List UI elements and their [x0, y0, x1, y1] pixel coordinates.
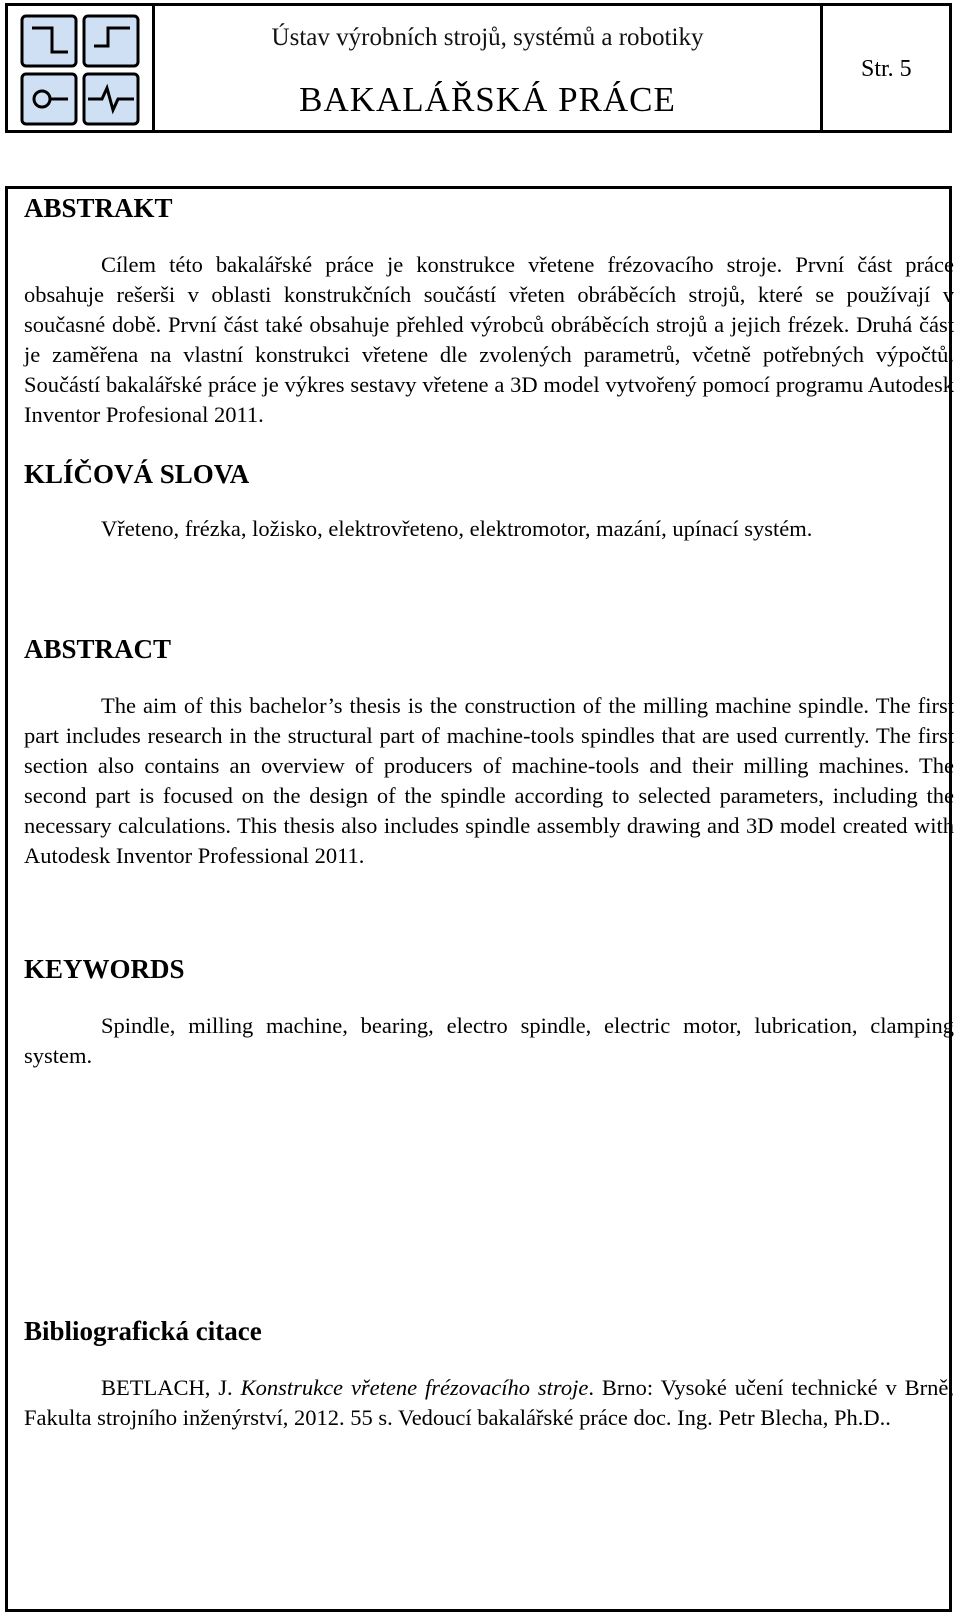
page-number: Str. 5 [861, 56, 912, 82]
page-number-cell [820, 6, 949, 130]
citation-heading: Bibliografická citace [24, 1316, 262, 1346]
klicova-slova-text: Vřeteno, frézka, ložisko, elektrovřeteno, elektromotor, mazání, upínací systém. [101, 516, 813, 541]
header-title-cell [155, 6, 820, 130]
abstrakt-heading: ABSTRAKT [24, 193, 173, 223]
keywords-text: Spindle, milling machine, bearing, electro spindle, electric motor, lubrication, clamping system. [24, 1013, 954, 1068]
logo-cell [8, 6, 155, 130]
institute-name: Ústav výrobních strojů, systémů a robotiky [271, 24, 704, 51]
institute-logo [18, 12, 144, 130]
page-header [5, 3, 952, 133]
keywords-heading: KEYWORDS [24, 954, 185, 984]
citation-title: Konstrukce vřetene frézovacího stroje [240, 1375, 589, 1400]
abstrakt-text: Cílem této bakalářské práce je konstrukce vřetene frézovacího stroje. První část práce obsahuje rešerši v oblasti konstrukčních součástí vřeten obráběcích strojů, které se používají v současné době. První část také obsahuje přehled výrobců obráběcích strojů a jejich frézek. Druhá část je zaměřena na vlastní konstrukci vřetene dle zvolených parametrů, včetně potřebných výpočtů. Součástí bakalářské práce je výkres sestavy vřetene a 3D model vytvořený pomocí programu Autodesk Inventor Profesional 2011. [24, 252, 954, 427]
citation-rest: . Brno: Vysoké učení technické v Brně, Fakulta strojního inženýrství, 2012. 55 s. Vedoucí bakalářské práce doc. Ing. Petr Blecha, Ph.D.. [24, 1375, 954, 1430]
klicova-slova-heading: KLÍČOVÁ SLOVA [24, 459, 250, 489]
content-frame [5, 186, 952, 1612]
citation-author: BETLACH, J. [101, 1375, 233, 1400]
document-type: BAKALÁŘSKÁ PRÁCE [299, 80, 676, 119]
abstract-heading: ABSTRACT [24, 634, 172, 664]
abstract-text: The aim of this bachelor’s thesis is the construction of the milling machine spindle. The first part includes research in the structural part of machine-tools spindles that are used currently. The first section also contains an overview of producers of machine-tools and their milling machines. The second part is focused on the design of the spindle according to selected parameters, including the necessary calculations. This thesis also includes spindle assembly drawing and 3D model created with Autodesk Inventor Professional 2011. [24, 693, 954, 868]
citation-text [24, 1373, 954, 1433]
